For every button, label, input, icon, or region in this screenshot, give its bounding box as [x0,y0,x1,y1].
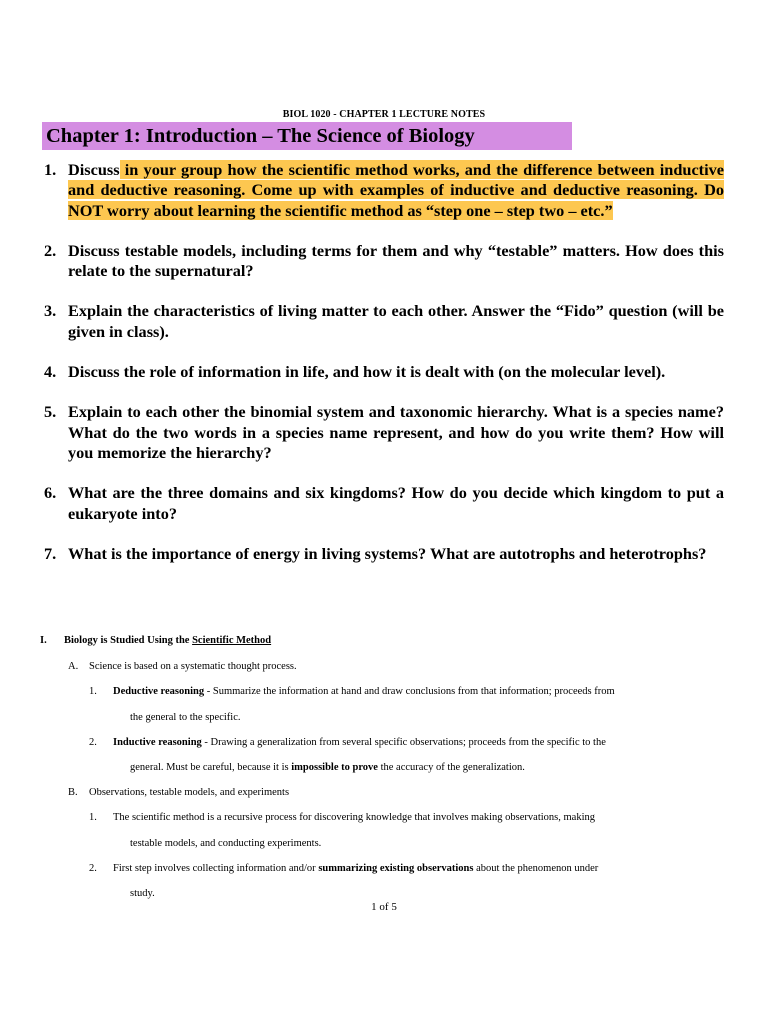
outline-text-part: - Drawing a generalization from several specific observations; proceeds from the specific to the [201,737,606,748]
question-text: What are the three domains and six kingdoms? How do you decide which kingdom to put a eukaryote into? [68,483,724,523]
section-title-underlined: Scientific Method [192,635,272,646]
outline-text-part: the accuracy of the generalization. [377,762,525,773]
outline-text: testable models, and conducting experiments. [130,838,322,849]
question-item [44,402,724,463]
outline-text [113,679,615,705]
question-item [44,241,724,282]
outline-label: 2. [89,863,97,874]
question-number: 7. [44,543,57,563]
outline-text [130,755,525,781]
outline-label: A. [68,661,79,672]
outline-text: The scientific method is a recursive process for discovering knowledge that involves making observations, making [113,812,596,823]
question-text-plain: Discuss [68,160,120,179]
question-number: 5. [44,402,57,422]
outline-label: 1. [89,686,97,697]
outline-text-part: First step involves collecting information and/or [113,863,319,874]
question-item [44,301,724,342]
question-number: 4. [44,362,57,382]
question-text: Explain to each other the binomial system and taxonomic hierarchy. What is a species name? What do the two words in a species name represent, and how do you write them? How will you memorize the hierarchy? [68,402,724,462]
question-item [44,483,724,524]
section-label: I. [40,635,47,646]
highlighted-text: in your group how the scientific method works, and the difference between inductive and deductive reasoning. Come up with examples of inductive and deductive reasoning. Do NOT worry about learning the scientific method as “step one – step two – etc.” [68,160,724,220]
question-list [44,160,724,584]
bold-term: summarizing existing observations [318,863,474,874]
outline-label: 2. [89,737,97,748]
question-number: 1. [44,160,57,179]
outline-text [113,730,606,756]
outline-label: 1. [89,812,97,823]
outline-text-part: general. Must be careful, because it is [130,762,292,773]
outline-text: Science is based on a systematic thought process. [89,661,297,672]
outline-text [113,856,598,882]
bold-term: Inductive reasoning [113,737,202,748]
outline-text: the general to the specific. [130,712,241,723]
question-text [68,160,724,221]
question-item [44,160,724,221]
outline-text: Observations, testable models, and experiments [89,787,290,798]
section-title-prefix: Biology is Studied Using the [64,635,193,646]
question-item [44,544,724,564]
page-header: BIOL 1020 - CHAPTER 1 LECTURE NOTES [282,109,486,120]
question-text: What is the importance of energy in living systems? What are autotrophs and heterotrophs? [68,543,707,563]
bold-term: impossible to prove [291,762,378,773]
question-number: 3. [44,301,57,321]
question-item [44,362,724,382]
question-text: Discuss the role of information in life, and how it is dealt with (on the molecular level). [68,362,666,382]
question-number: 2. [44,240,57,260]
question-text: Discuss testable models, including terms for them and why “testable” matters. How does this relate to the supernatural? [68,240,724,281]
bold-term: Deductive reasoning [113,686,205,697]
chapter-title: Chapter 1: Introduction – The Science of Biology [42,122,572,150]
question-text: Explain the characteristics of living matter to each other. Answer the “Fido” question (will be given in class). [68,301,724,341]
outline-text-part: - Summarize the information at hand and draw conclusions from that information; proceeds from [204,686,615,697]
page-number: 1 of 5 [371,901,397,913]
outline-text-part: about the phenomenon under [473,863,599,874]
outline-text: study. [130,888,155,899]
outline-label: B. [68,787,78,798]
question-number: 6. [44,483,57,503]
section-title [64,635,271,646]
